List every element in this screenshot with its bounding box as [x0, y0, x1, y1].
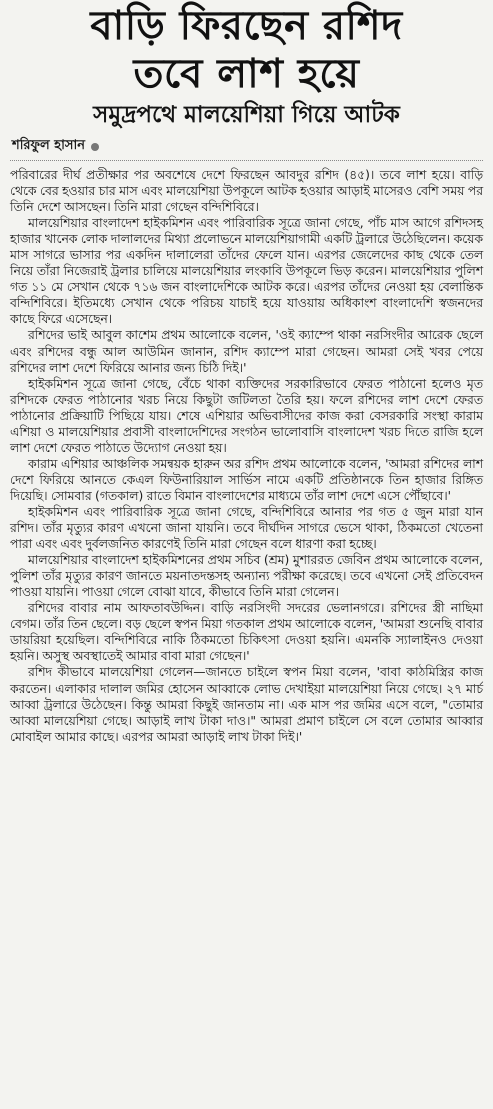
paragraph-6: হাইকমিশন এবং পারিবারিক সূত্রে জানা গেছে, বন্দিশিবিরে আনার পর গত ৫ জুন মারা যান রশিদ। তাঁর মৃত্যুর কারণ এখনো জানা যায়নি। তবে দীর্ঘদিন সাগরে ভেসে থাকা, ঠিকমতো খেতেনা পারা এবং এবং দুর্বলজনিত কারণেই তিনি মারা গেছেন বলে ধারণা করা হচ্ছে। [10, 504, 483, 552]
bullet-dot-icon [91, 143, 99, 151]
paragraph-7: মালয়েশিয়ার বাংলাদেশ হাইকমিশনের প্রথম সচিব (শ্রম) মুশাররত জেবিন প্রথম আলোকে বলেন, পুলিশ তাঁর মৃত্যুর কারণ জানতে ময়নাতদন্তসহ অন্যান্য পরীক্ষা করেছে। তবে এখনো সেই প্রতিবেদন পাওয়া যায়নি। পাওয়া গেলে বোঝা যাবে, কীভাবে তিনি মারা গেলেন। [10, 553, 483, 600]
byline: শরিফুল হাসান [12, 138, 85, 153]
headline-line-2: তবে লাশ হয়ে [133, 51, 360, 97]
headline-line-1: বাড়ি ফিরছেন রশিদ [90, 3, 403, 49]
paragraph-3: রশিদের ভাই আবুল কাশেম প্রথম আলোকে বলেন, 'ওই ক্যাম্পে থাকা নরসিংদীর আরেক ছেলে এবং রশিদের বন্ধু আল আউমিন জানান, রশিদ ক্যাম্পে মারা গেছেন। আমরা সেই খবর পেয়ে রশিদের লাশ দেশে ফিরিয়ে আনার জন্য চিঠি দিই।' [10, 328, 483, 375]
divider [10, 160, 483, 161]
headline [6, 2, 487, 98]
paragraph-4: হাইকমিশন সূত্রে জানা গেছে, বেঁচে থাকা ব্যক্তিদের সরকারিভাবে ফেরত পাঠানো হলেও মৃত রশিদকে ফেরত পাঠানোর খরচ নিয়ে কিছুটা জটিলতা তৈরি হয়। ফলে রশিদের লাশ দেশে ফেরত পাঠানোর প্রক্রিয়াটি পিছিয়ে যায়। শেষে এশিয়ার অভিবাসীদের কাজ করা বেসরকারি সংস্থা কারাম এশিয়া ও মালয়েশিয়ার প্রবাসী বাংলাদেশিদের সংগঠন ভালোবাসি বাংলাদেশ খরচ দিতে রাজি হলে লাশ দেশে ফেরত পাঠাতে উদ্যোগ নেওয়া হয়। [10, 376, 483, 455]
byline-row [12, 136, 483, 157]
paragraph-8: রশিদের বাবার নাম আফতাবউদ্দিন। বাড়ি নরসিংদী সদরের ভেলানগরে। রশিদের স্ত্রী নাছিমা বেগম। তাঁর তিন ছেলে। বড় ছেলে স্বপন মিয়া গতকাল প্রথম আলোকে বলেন, 'আমরা শুনেছি বাবার ডায়রিয়া হয়েছিল। বন্দিশিবিরে নাকি ঠিকমতো চিকিৎসা দেওয়া হয়নি। এমনকি স্যালাইনও দেওয়া হয়নি। অসুস্থ অবস্থাতেই আমার বাবা মারা গেছেন।' [10, 601, 483, 664]
subheadline: সমুদ্রপথে মালয়েশিয়া গিয়ে আটক [93, 102, 400, 128]
paragraph-9: রশিদ কীভাবে মালয়েশিয়া গেলেন—জানতে চাইলে স্বপন মিয়া বলেন, 'বাবা কাঠমিস্ত্রির কাজ করতেন। এলাকার দালাল জমির হোসেন আব্বাকে লোভ দেখাইয়া মালয়েশিয়া নিয়ে গেছে। ২৭ মার্চ আব্বা ট্রলারে উঠেছেন। কিন্তু আমরা কিছুই জানতাম না। এক মাস পর জমির এসে বলে, "তোমার আব্বা মালয়েশিয়া গেছে। আড়াই লাখ টাকা দাও।" আমরা প্রমাণ চাইলে সে বলে তোমার আব্বার মোবাইল আমার কাছে। এরপর আমরা আড়াই লাখ টাকা দিই।' [10, 665, 483, 744]
paragraph-1: পরিবারের দীর্ঘ প্রতীক্ষার পর অবশেষে দেশে ফিরছেন আবদুর রশিদ (৪৫)। তবে লাশ হয়ে। বাড়ি থেকে বের হওয়ার চার মাস এবং মালয়েশিয়া উপকূলে আটক হওয়ার আড়াই মাসেরও বেশি সময় পর তিনি দেশে আসছেন। তিনি মারা গেছেন বন্দিশিবিরে। [10, 168, 483, 215]
article-body [10, 167, 483, 745]
paragraph-2: মালয়েশিয়ার বাংলাদেশ হাইকমিশন এবং পারিবারিক সূত্রে জানা গেছে, পাঁচ মাস আগে রশিদসহ হাজার খানেক লোক দালালদের মিথ্যা প্রলোভনে মালয়েশিয়াগামী একটি ট্রলারে উঠেছিলেন। কয়েক মাস সাগরে ভাসার পর একদিন দালালেরা তাঁদের ফেলে যান। এরপর জেলেদের কাছ থেকে তেল নিয়ে তাঁরা নিজেরাই ট্রলার চালিয়ে মালয়েশিয়ার লংকাবি উপকূলে ভিড় করেন। মালয়েশিয়ার পুলিশ গত ১১ মে সেখান থেকে ৭১৬ জন বাংলাদেশিকে আটক করে। এরপর তাঁদের নেওয়া হয় বেলান্তিক বন্দিশিবিরে। ইতিমধ্যে সেখান থেকে পরিচয় যাচাই হয়ে যাওয়ায় অধিকাংশ বাংলাদেশি স্বজনদের কাছে ফিরে এসেছেন। [10, 216, 483, 327]
paragraph-5: কারাম এশিয়ার আঞ্চলিক সমন্বয়ক হারুন অর রশিদ প্রথম আলোকে বলেন, 'আমরা রশিদের লাশ দেশে ফিরিয়ে আনতে কেএল ফিউনারিয়াল সার্ভিস নামে একটি প্রতিষ্ঠানকে তিন হাজার রিঙ্গিত দিয়েছি। সোমবার (গতকাল) রাতে বিমান বাংলাদেশের মাধ্যমে তাঁর লাশ দেশে এসে পৌঁছাবে।' [10, 456, 483, 503]
